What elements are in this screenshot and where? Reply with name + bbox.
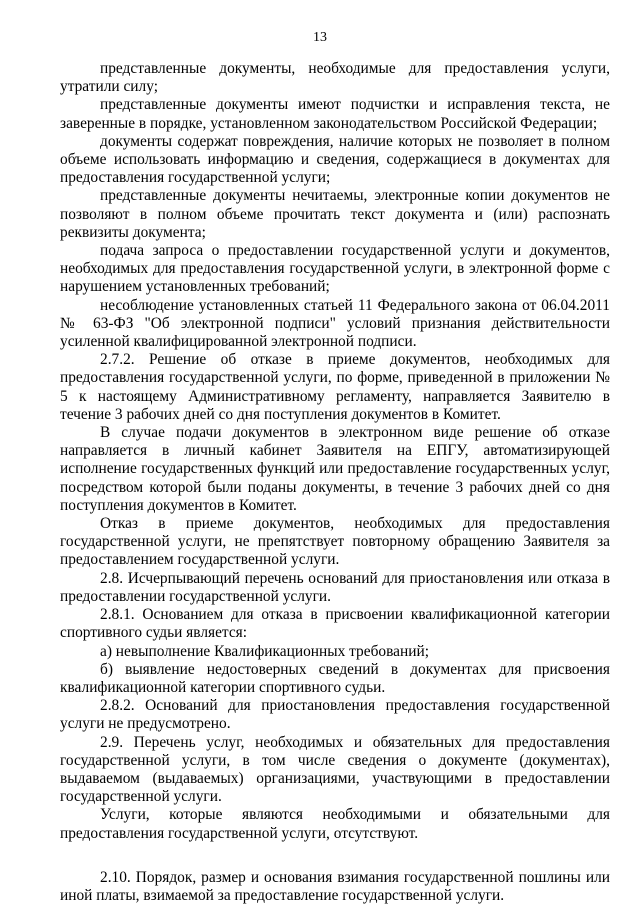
paragraph-signature-noncompliance: несоблюдение установленных статьей 11 Федерального закона от 06.04.2011 № 63-ФЗ "Об электронной подписи" условий признания действительности усиленной квалифицированной электронной подписи. <box>60 296 610 351</box>
page-number: 13 <box>313 30 327 45</box>
document-body <box>60 60 610 905</box>
paragraph-refusal-not-preventing: Отказ в приеме документов, необходимых для предоставления государственной услуги, не препятствует повторному обращению Заявителя за предоставлением государственной услуги. <box>60 515 610 569</box>
paragraph-documents-damaged: документы содержат повреждения, наличие которых не позволяет в полном объеме использовать информацию и сведения, содержащиеся в документах для предоставления государственной услуги; <box>60 132 610 187</box>
paragraph-electronic-refusal: В случае подачи документов в электронном виде решение об отказе направляется в личный кабинет Заявителя на ЕПГУ, автоматизирующей исполнение государственных функций или предоставление государственных услуг, посредством которой были поданы документы, в течение 3 рабочих дней со дня поступления документов в Комитет. <box>60 424 610 514</box>
paragraph-electronic-request-violation: подача запроса о предоставлении государственной услуги и документов, необходимых для предоставления государственной услуги, в электронной форме с нарушением установленных требований; <box>60 242 610 296</box>
paragraph-2-10: 2.10. Порядок, размер и основания взимания государственной пошлины или иной платы, взимаемой за предоставление государственной услуги. <box>60 868 610 904</box>
paragraph-2-8-1: 2.8.1. Основанием для отказа в присвоении квалификационной категории спортивного судьи является: <box>60 606 610 642</box>
paragraph-documents-unreadable: представленные документы нечитаемы, электронные копии документов не позволяют в полном объеме прочитать текст документа и (или) распознать реквизиты документа; <box>60 187 610 241</box>
paragraph-2-8: 2.8. Исчерпывающий перечень оснований для приостановления или отказа в предоставлении государственной услуги. <box>60 569 610 605</box>
paragraph-services-absent: Услуги, которые являются необходимыми и обязательными для предоставления государственной услуги, отсутствуют. <box>60 806 610 842</box>
paragraph-item-a: а) невыполнение Квалификационных требований; <box>100 642 429 660</box>
paragraph-documents-corrections: представленные документы имеют подчистки и исправления текста, не заверенные в порядке, установленном законодательством Российской Федерации; <box>60 96 610 132</box>
paragraph-2-9: 2.9. Перечень услуг, необходимых и обязательных для предоставления государственной услуги, в том числе сведения о документе (документах), выдаваемом (выдаваемых) организациями, участвующими в предоставлении государственной услуги. <box>60 733 610 806</box>
paragraph-2-8-2: 2.8.2. Оснований для приостановления предоставления государственной услуги не предусмотрено. <box>60 697 610 733</box>
paragraph-documents-expired: представленные документы, необходимые для предоставления услуги, утратили силу; <box>60 60 610 96</box>
paragraph-2-7-2: 2.7.2. Решение об отказе в приеме документов, необходимых для предоставления государственной услуги, по форме, приведенной в приложении № 5 к настоящему Административному регламенту, направляется Заявителю в течение 3 рабочих дней со дня поступления документов в Комитет. <box>60 351 610 423</box>
paragraph-item-b: б) выявление недостоверных сведений в документах для присвоения квалификационной категории спортивного судьи. <box>60 660 610 696</box>
